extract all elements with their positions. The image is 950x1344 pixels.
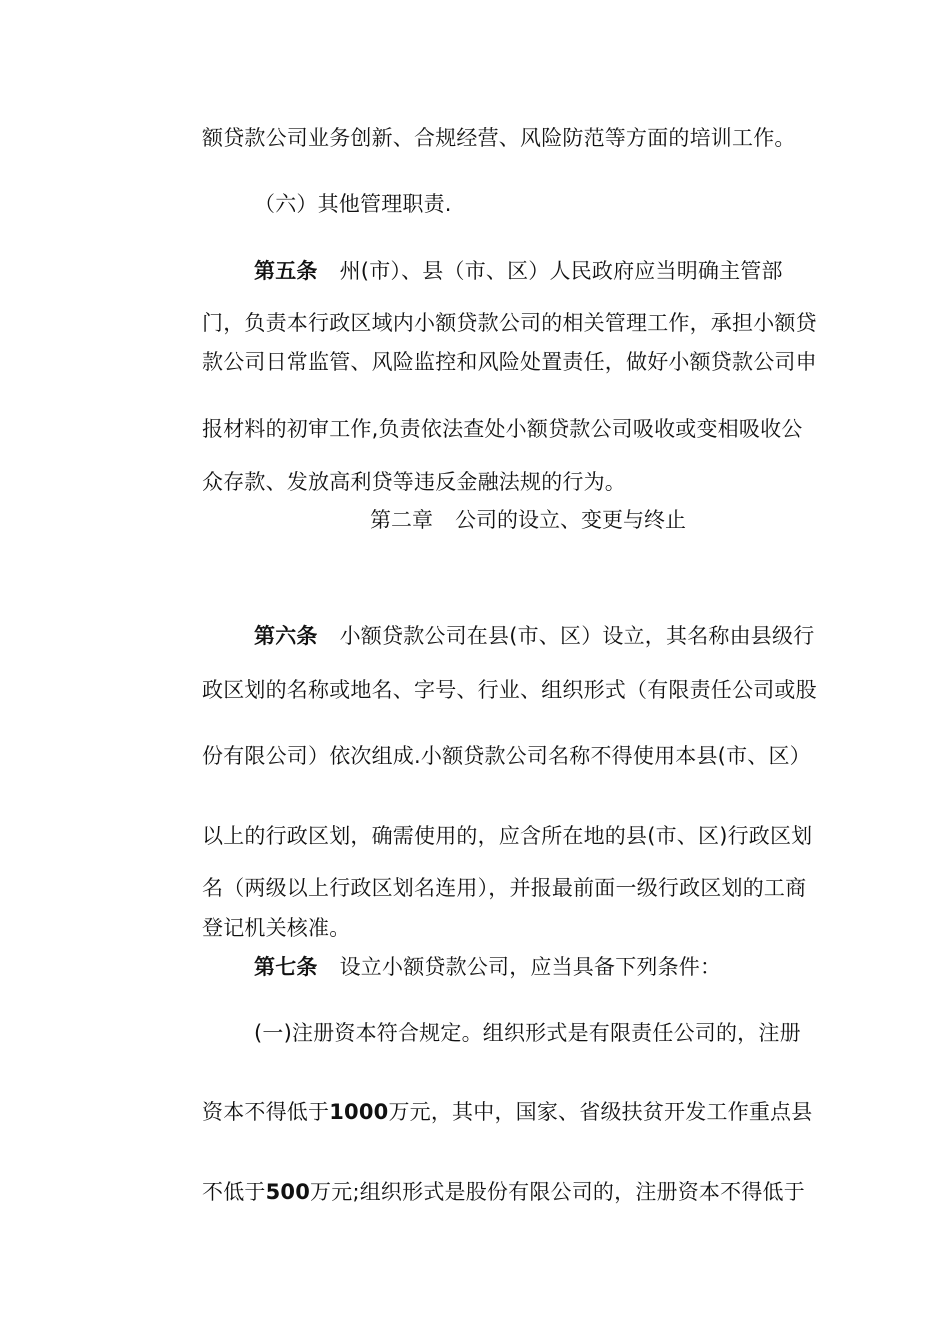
line-text: 登记机关核准。 <box>202 916 351 940</box>
paragraph-line <box>202 309 817 337</box>
paragraph-line <box>202 415 802 443</box>
paragraph-line <box>202 742 811 770</box>
line-text: 州(市）、县（市、区）人民政府应当明确主管部 <box>339 259 783 283</box>
paragraph-line <box>254 190 452 218</box>
line-text: (一)注册资本符合规定。组织形式是有限责任公司的，注册 <box>254 1021 801 1045</box>
paragraph-line <box>202 468 626 496</box>
paragraph-line <box>202 1098 812 1126</box>
line-text: 众存款、发放高利贷等违反金融法规的行为。 <box>202 470 626 494</box>
paragraph-line <box>254 1019 801 1047</box>
article-6-line <box>254 622 814 650</box>
line-text: 不低于 <box>202 1180 266 1204</box>
line-text: 万元，其中，国家、省级扶贫开发工作重点县 <box>388 1100 813 1124</box>
article-label: 第七条 <box>254 955 318 979</box>
line-text: （六）其他管理职责. <box>254 192 452 216</box>
line-text: 额贷款公司业务创新、合规经营、风险防范等方面的培训工作。 <box>202 126 796 150</box>
line-text: 设立小额贷款公司，应当具备下列条件： <box>339 955 722 979</box>
article-label: 第五条 <box>254 259 318 283</box>
chapter-number: 第二章 <box>370 508 433 532</box>
line-text: 以上的行政区划，确需使用的，应含所在地的县(市、区)行政区划 <box>202 824 813 848</box>
article-7-line <box>254 953 721 981</box>
amount-number: 1000 <box>329 1100 389 1124</box>
line-text: 资本不得低于 <box>202 1100 330 1124</box>
line-text: 万元;组织形式是股份有限公司的，注册资本不得低于 <box>310 1180 805 1204</box>
paragraph-line <box>202 822 812 850</box>
paragraph-line <box>202 676 817 704</box>
chapter-heading <box>0 506 950 534</box>
article-label: 第六条 <box>254 624 318 648</box>
line-text: 门，负责本行政区域内小额贷款公司的相关管理工作，承担小额贷 <box>202 311 817 335</box>
line-text: 小额贷款公司在县(市、区）设立，其名称由县级行 <box>339 624 815 648</box>
chapter-title: 公司的设立、变更与终止 <box>455 508 686 532</box>
paragraph-line <box>202 914 350 942</box>
line-text: 政区划的名称或地名、字号、行业、组织形式（有限责任公司或股 <box>202 678 817 702</box>
paragraph-line <box>202 348 817 376</box>
amount-number: 500 <box>265 1180 311 1204</box>
line-text: 份有限公司）依次组成.小额贷款公司名称不得使用本县(市、区） <box>202 744 811 768</box>
paragraph-line <box>202 124 796 152</box>
line-text: 款公司日常监管、风险监控和风险处置责任，做好小额贷款公司申 <box>202 350 817 374</box>
line-text: 名（两级以上行政区划名连用），并报最前面一级行政区划的工商 <box>202 876 807 900</box>
paragraph-line <box>202 1178 805 1206</box>
line-text: 报材料的初审工作,负责依法查处小额贷款公司吸收或变相吸收公 <box>202 417 803 441</box>
article-5-line <box>254 257 783 285</box>
paragraph-line <box>202 874 806 902</box>
